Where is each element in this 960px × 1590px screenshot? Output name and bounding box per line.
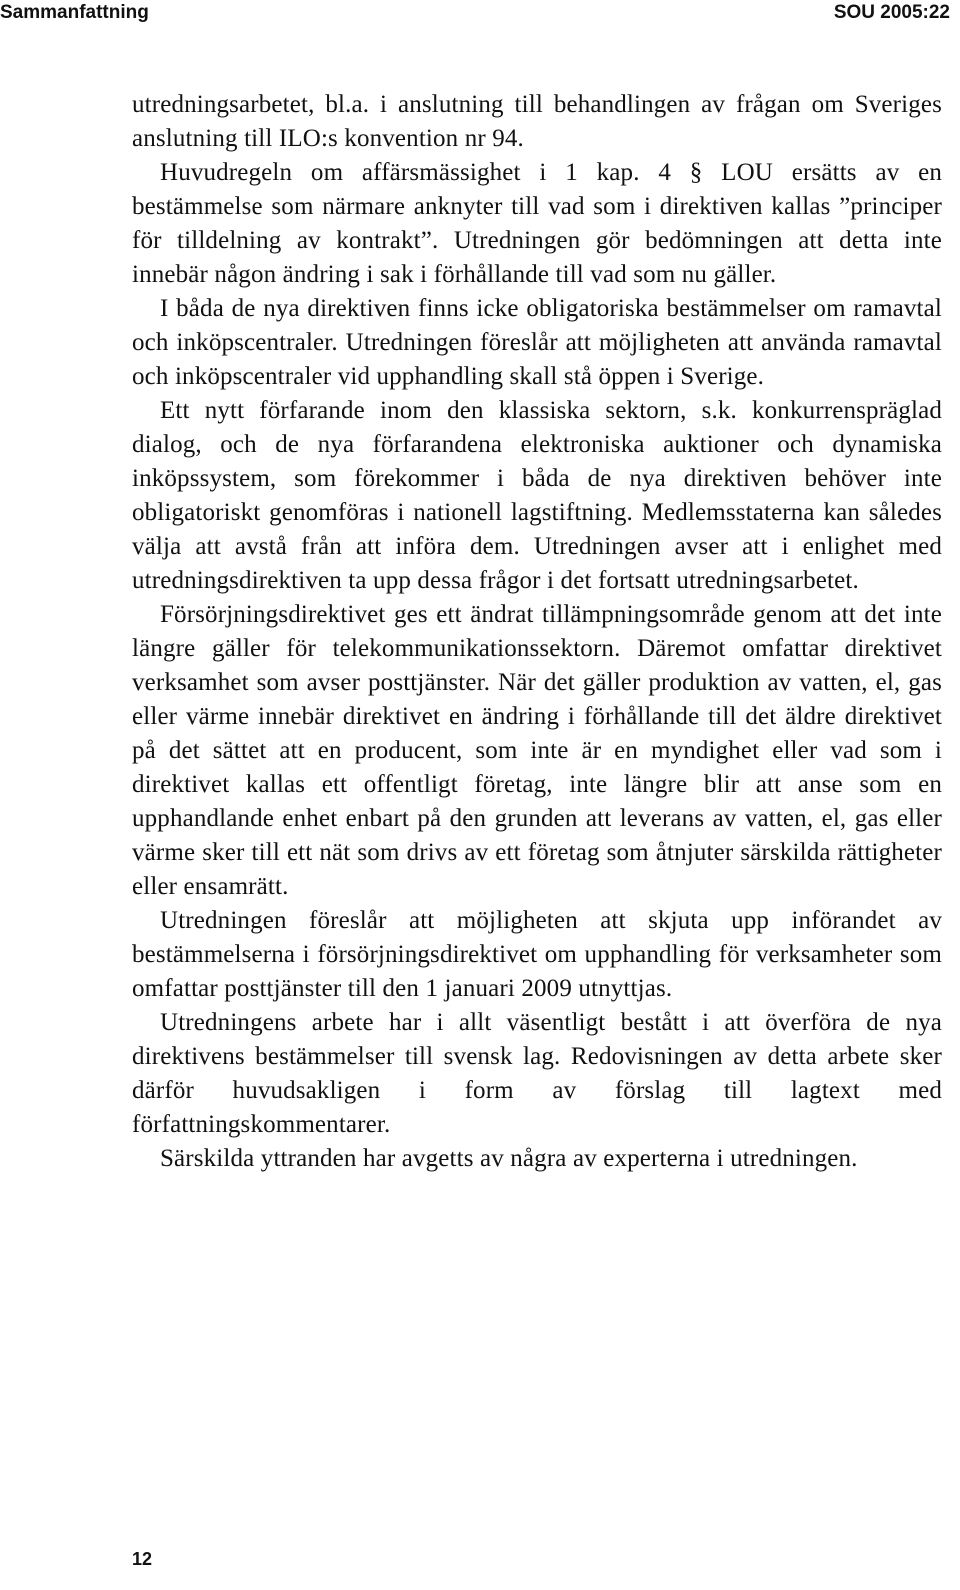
paragraph-7: Utredningens arbete har i allt väsentligt bestått i att överföra de nya direktivens bestämmelser till svensk lag. Redovisningen av detta arbete sker därför huvudsakligen i form av förslag till lagtext med författningskommentarer. — [132, 1009, 942, 1138]
report-id: SOU 2005:22 — [833, 2, 950, 23]
page-number: 12 — [132, 1549, 153, 1569]
paragraph-1: utredningsarbetet, bl.a. i anslutning till behandlingen av frågan om Sveriges anslutning till ILO:s konvention nr 94. — [132, 91, 942, 152]
body-text — [132, 88, 942, 1176]
paragraph-2: Huvudregeln om affärsmässighet i 1 kap. 4 § LOU ersätts av en bestämmelse som närmare anknyter till vad som i direktiven kallas ”principer för tilldelning av kontrakt”. Utredningen gör bedömningen att detta inte innebär någon ändring i sak i förhållande till vad som nu gäller. — [132, 159, 942, 288]
paragraph-3: I båda de nya direktiven finns icke obligatoriska bestämmelser om ramavtal och inköpscentraler. Utredningen föreslår att möjligheten att använda ramavtal och inköpscentraler vid upphandling skall stå öppen i Sverige. — [132, 295, 942, 390]
paragraph-5: Försörjningsdirektivet ges ett ändrat tillämpningsområde genom att det inte längre gäller för telekommunikationssektorn. Däremot omfattar direktivet verksamhet som avser posttjänster. När det gäller produktion av vatten, el, gas eller värme innebär direktivet en ändring i förhållande till det äldre direktivet på det sättet att en producent, som inte är en myndighet eller vad som i direktivet kallas ett offentligt företag, inte längre blir att anse som en upphandlande enhet enbart på den grunden att leverans av vatten, el, gas eller värme sker till ett nät som drivs av ett företag som åtnjuter särskilda rättigheter eller ensamrätt. — [132, 601, 942, 900]
paragraph-4: Ett nytt förfarande inom den klassiska sektorn, s.k. konkurrenspräglad dialog, och de nya förfarandena elektroniska auktioner och dynamiska inköpssystem, som förekommer i båda de nya direktiven behöver inte obligatoriskt genomföras i nationell lagstiftning. Medlemsstaterna kan således välja att avstå från att införa dem. Utredningen avser att i enlighet med utredningsdirektiven ta upp dessa frågor i det fortsatt utredningsarbetet. — [132, 397, 942, 594]
paragraph-8: Särskilda yttranden har avgetts av några av experterna i utredningen. — [160, 1145, 858, 1172]
paragraph-6: Utredningen föreslår att möjligheten att skjuta upp införandet av bestämmelserna i försörjningsdirektivet om upphandling för verksamheter som omfattar posttjänster till den 1 januari 2009 utnyttjas. — [132, 907, 942, 1002]
running-header — [0, 0, 960, 32]
section-title: Sammanfattning — [0, 2, 149, 23]
